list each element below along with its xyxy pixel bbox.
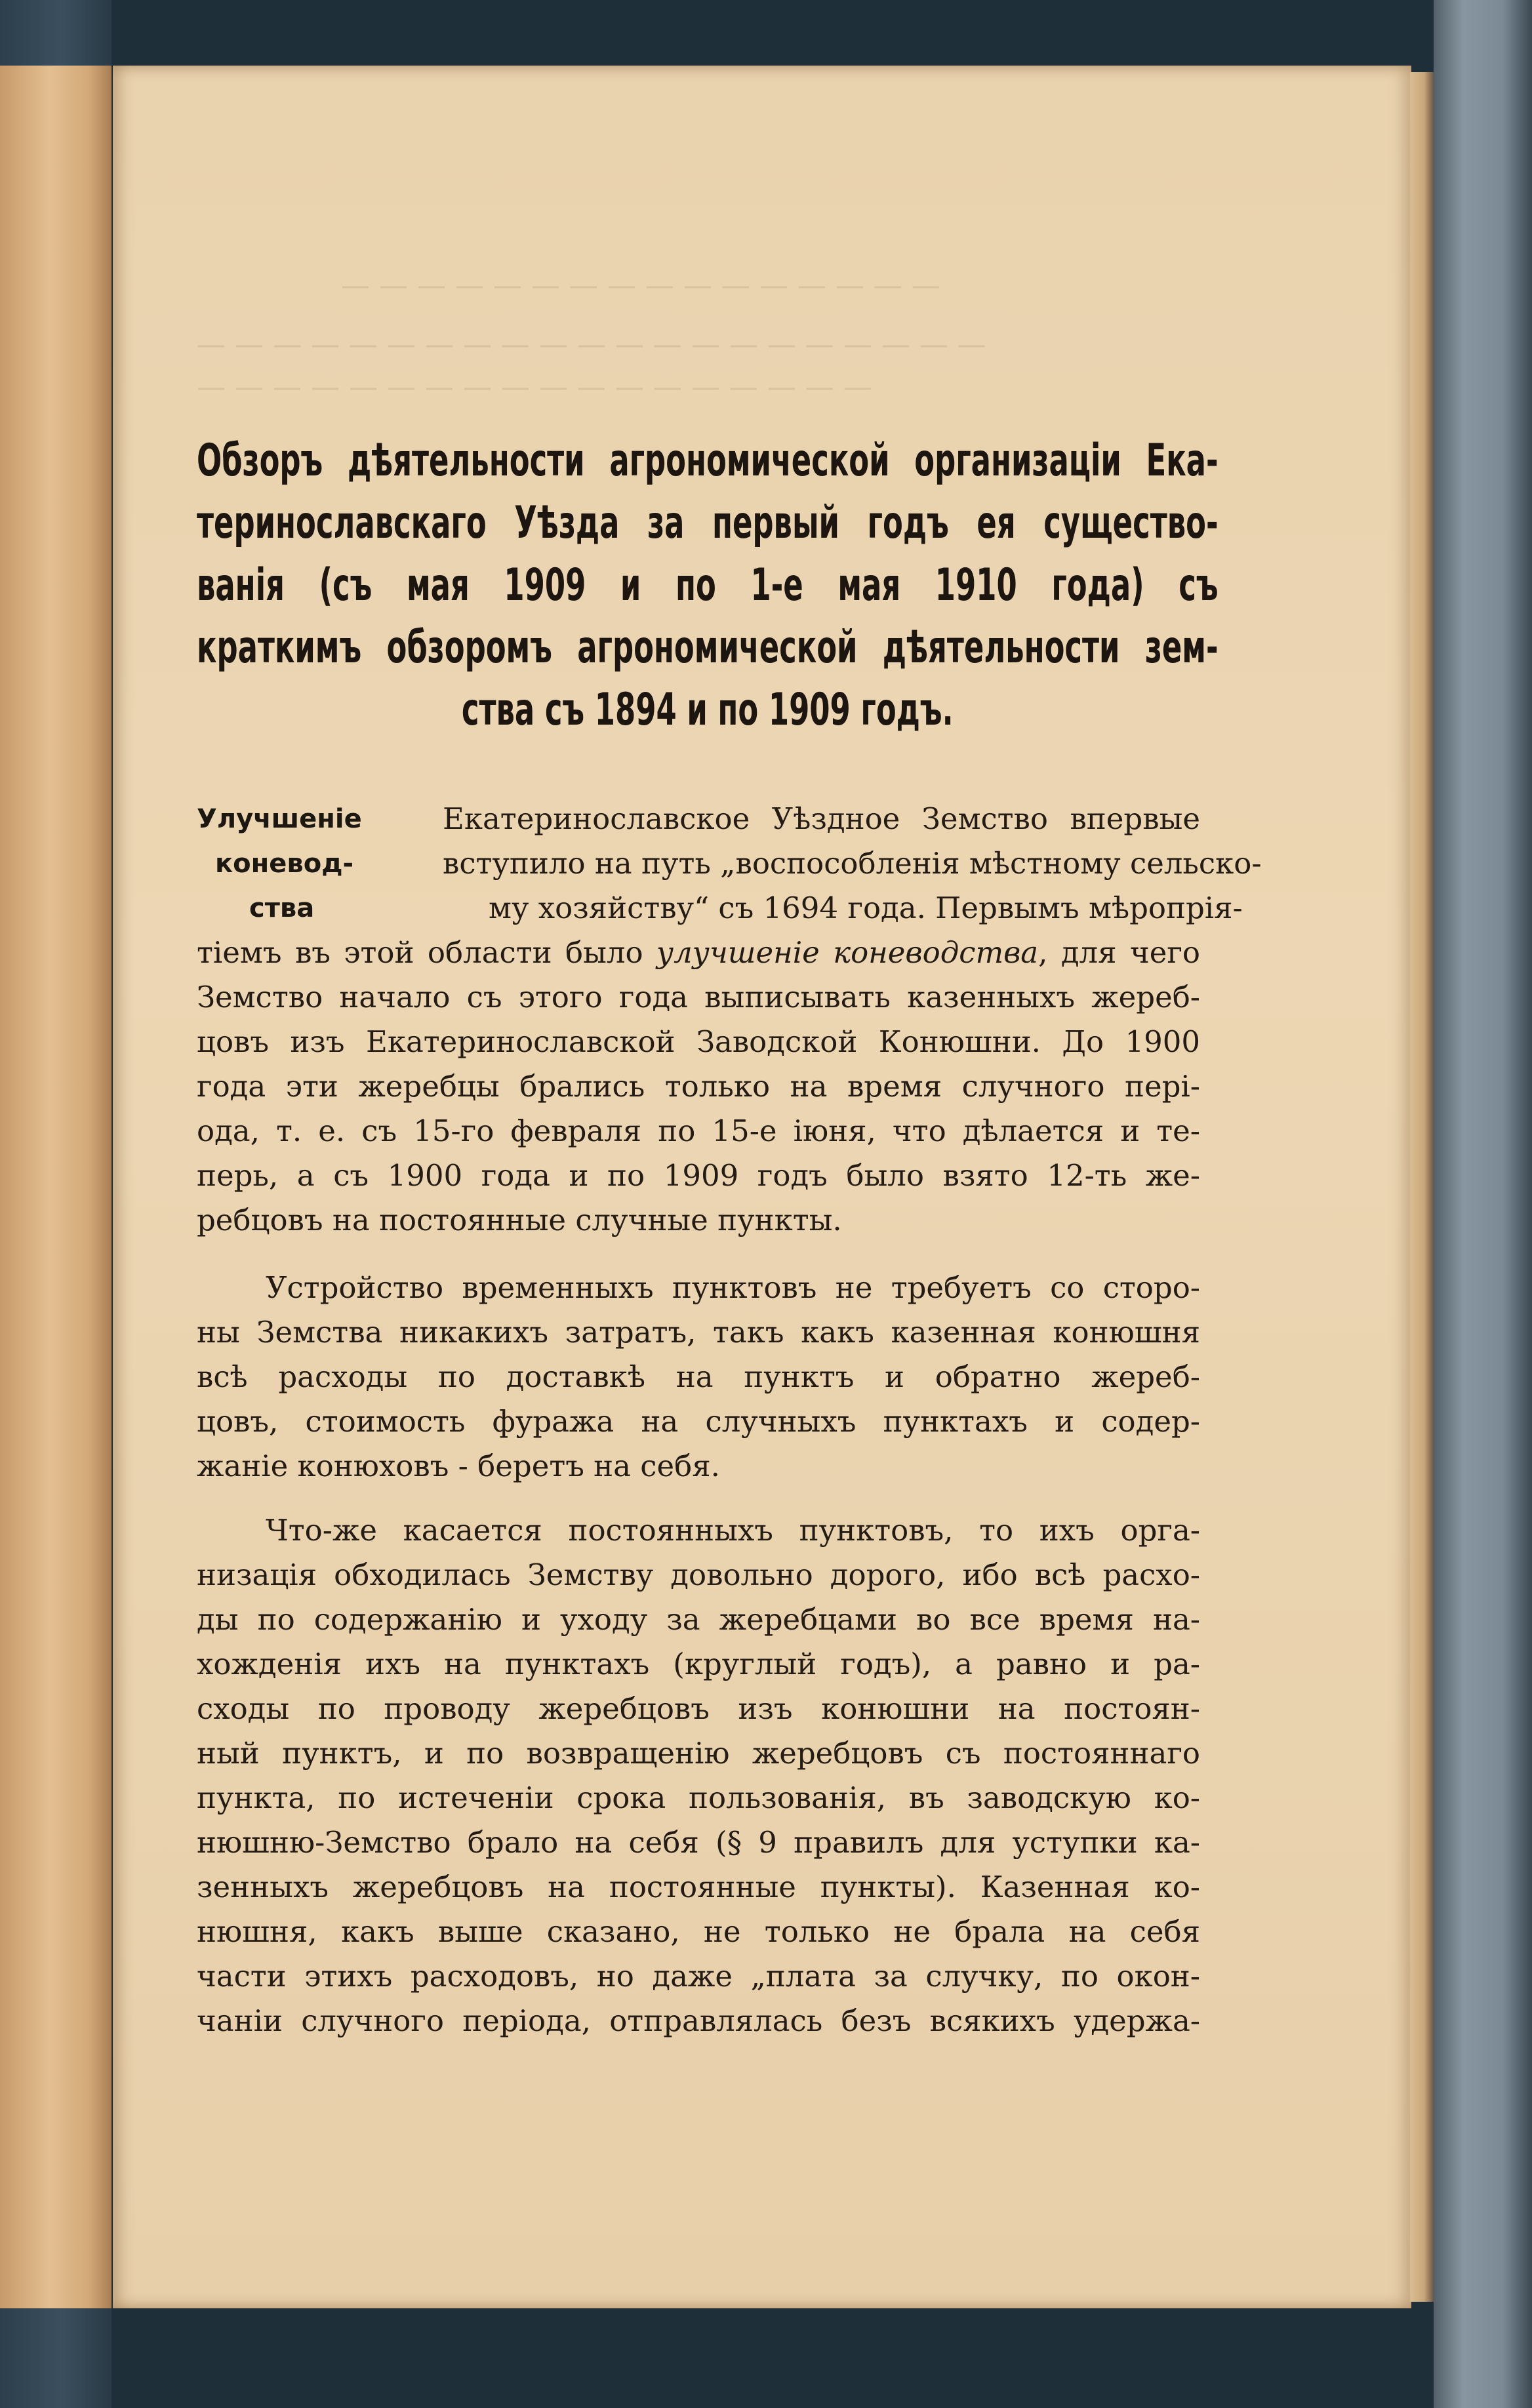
text-run: тіемъ въ этой области было bbox=[197, 935, 657, 970]
side-heading-line: коневод- bbox=[215, 849, 354, 879]
side-heading-line: ства bbox=[249, 893, 315, 923]
text-line: му хозяйству“ съ 1694 года. Первымъ мѣропрія- bbox=[489, 891, 1243, 925]
text-line: года эти жеребцы брались только на время случного пері- bbox=[197, 1069, 1200, 1104]
text-line: пункта, по истеченіи срока пользованія, въ заводскую ко- bbox=[197, 1780, 1200, 1815]
text-line: цовъ изъ Екатеринославской Заводской Конюшни. До 1900 bbox=[197, 1024, 1200, 1059]
show-through-bleed: — — — — — — — — — — — — — — — — — — bbox=[197, 371, 872, 404]
text-line: сходы по проводу жеребцовъ изъ конюшни на постоян- bbox=[197, 1691, 1200, 1726]
text-line: ребцовъ на постоянные случные пункты. bbox=[197, 1203, 842, 1237]
text-line: зенныхъ жеребцовъ на постоянные пункты). Казенная ко- bbox=[197, 1870, 1200, 1904]
text-line: нюшню-Земство брало на себя (§ 9 правилъ для уступки ка- bbox=[197, 1825, 1200, 1860]
title-line: теринославскаго Уѣзда за первый годъ ея существо- bbox=[197, 497, 1219, 549]
facing-page-edge bbox=[0, 66, 111, 2308]
text-line: ды по содержанію и уходу за жеребцами во все время на- bbox=[197, 1602, 1200, 1637]
text-run: , для чего bbox=[1038, 935, 1200, 970]
text-line: ны Земства никакихъ затратъ, такъ какъ казенная конюшня bbox=[197, 1315, 1200, 1350]
emphasis-text: улучшеніе коневодства bbox=[656, 935, 1039, 970]
text-line: Земство начало съ этого года выписывать казенныхъ жереб- bbox=[197, 980, 1200, 1014]
text-line: чаніи случного періода, отправлялась безъ всякихъ удержа- bbox=[197, 2003, 1200, 2038]
text-line: части этихъ расходовъ, но даже „плата за случку, по окон- bbox=[197, 1959, 1200, 1994]
text-line: хожденія ихъ на пунктахъ (круглый годъ), а равно и ра- bbox=[197, 1647, 1200, 1681]
text-line: ный пунктъ, и по возвращенію жеребцовъ съ постояннаго bbox=[197, 1736, 1200, 1771]
document-title bbox=[197, 430, 1219, 741]
text-line: Устройство временныхъ пунктовъ не требуетъ со сторо- bbox=[266, 1270, 1200, 1305]
text-line: жаніе конюховъ - беретъ на себя. bbox=[197, 1449, 720, 1483]
book-cover-right bbox=[1434, 0, 1532, 2408]
show-through-bleed: — — — — — — — — — — — — — — — — — — — — — bbox=[197, 328, 986, 361]
show-through-bleed: — — — — — — — — — — — — — — — — bbox=[341, 269, 940, 302]
paragraph-1 bbox=[197, 931, 1200, 1243]
text-line: всѣ расходы по доставкѣ на пунктъ и обратно жереб- bbox=[197, 1359, 1200, 1394]
paragraph-1-indented bbox=[443, 797, 1262, 931]
paragraph-3 bbox=[197, 1508, 1200, 2043]
text-line bbox=[197, 931, 1200, 975]
title-line: ванія (съ мая 1909 и по 1-е мая 1910 года) съ bbox=[197, 559, 1219, 611]
title-line: ства съ 1894 и по 1909 годъ. bbox=[461, 684, 954, 736]
text-line: цовъ, стоимость фуража на случныхъ пунктахъ и содер- bbox=[197, 1404, 1200, 1439]
paragraph-2 bbox=[197, 1266, 1200, 1489]
text-line: Что-же касается постоянныхъ пунктовъ, то ихъ орга- bbox=[266, 1513, 1200, 1548]
text-line: вступило на путь „воспособленія мѣстному сельско- bbox=[443, 846, 1262, 881]
text-line: перь, а съ 1900 года и по 1909 годъ было взято 12-ть же- bbox=[197, 1158, 1200, 1193]
text-line: Екатеринославское Уѣздное Земство впервые bbox=[443, 801, 1200, 836]
side-heading bbox=[197, 797, 362, 931]
title-line: краткимъ обзоромъ агрономической дѣятельности зем- bbox=[197, 622, 1219, 673]
text-line: ода, т. е. съ 15-го февраля по 15-е іюня, что дѣлается и те- bbox=[197, 1114, 1200, 1148]
text-line: нюшня, какъ выше сказано, не только не брала на себя bbox=[197, 1914, 1200, 1949]
page-stack-edge bbox=[1410, 72, 1434, 2302]
text-line: низація обходилась Земству довольно дорого, ибо всѣ расхо- bbox=[197, 1557, 1200, 1592]
side-heading-line: Улучшеніе bbox=[197, 804, 362, 834]
title-line: Обзоръ дѣятельности агрономической организаціи Ека- bbox=[197, 435, 1219, 487]
